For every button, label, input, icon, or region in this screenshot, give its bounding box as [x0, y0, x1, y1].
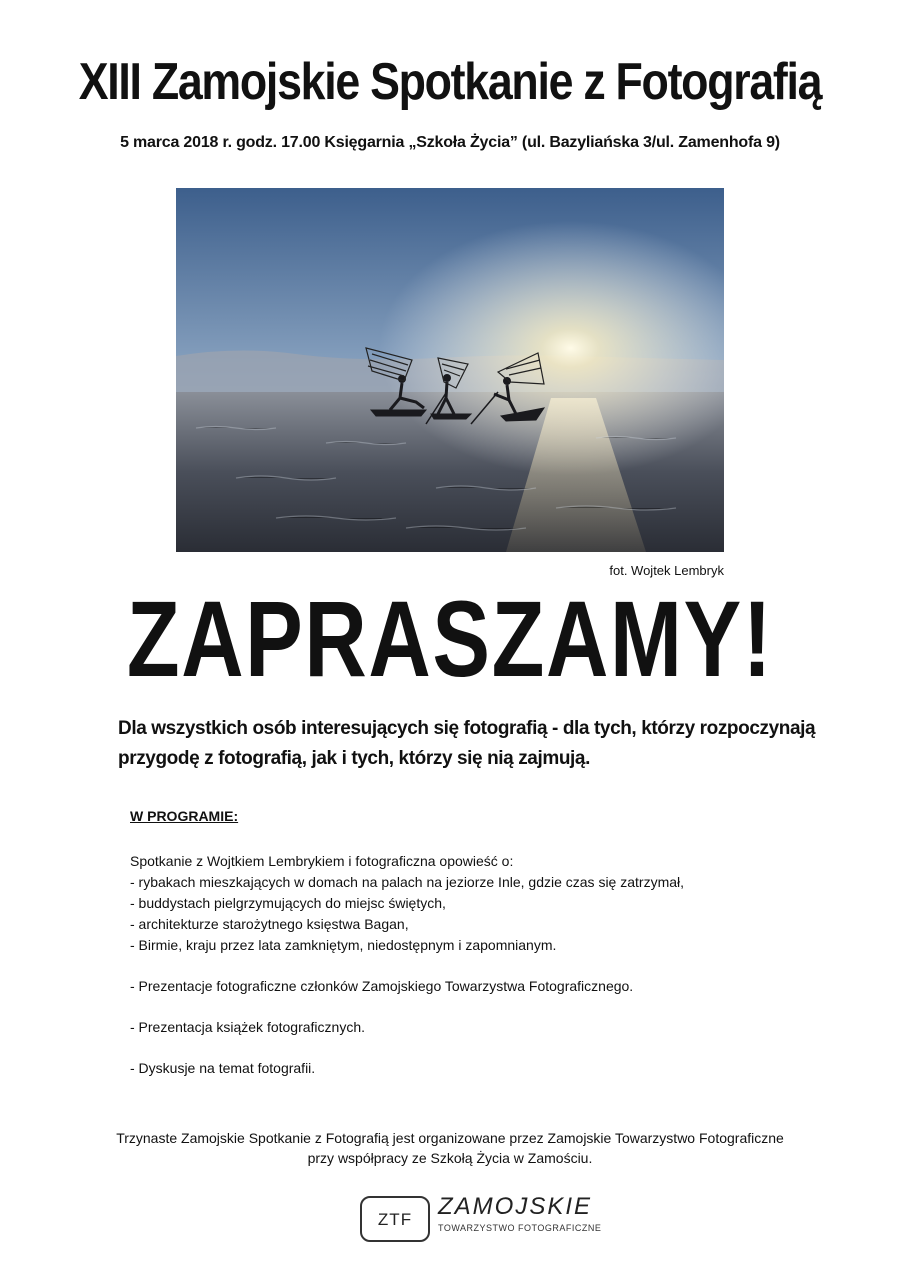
organizer-line-2: przy współpracy ze Szkołą Życia w Zamościu. [307, 1150, 593, 1166]
intro-line-1: Dla wszystkich osób interesujących się fotografią - dla tych, którzy rozpoczynają [118, 718, 816, 739]
list-item: - Prezentacja książek fotograficznych. [130, 1019, 365, 1035]
organizer-note [0, 1128, 900, 1168]
intro-text [118, 714, 818, 774]
logo-name: ZAMOJSKIE [438, 1193, 593, 1220]
logo-tagline: TOWARZYSTWO FOTOGRAFICZNE [438, 1223, 602, 1233]
photo-credit: fot. Wojtek Lembryk [609, 563, 724, 578]
program-topics [130, 872, 750, 956]
program-extras [130, 976, 750, 1079]
program-lead: Spotkanie z Wojtkiem Lembrykiem i fotograficzna opowieść o: [130, 853, 514, 869]
list-item: - Dyskusje na temat fotografii. [130, 1060, 316, 1076]
event-details: 5 marca 2018 r. godz. 17.00 Księgarnia „Szkoła Życia” (ul. Bazyliańska 3/ul. Zamenhofa 9) [120, 134, 780, 151]
list-item: - rybakach mieszkających w domach na palach na jeziorze Inle, gdzie czas się zatrzymał, [130, 874, 685, 890]
ztf-logo [360, 1193, 602, 1249]
list-item: - architekturze starożytnego księstwa Bagan, [130, 916, 409, 932]
program-section [130, 806, 750, 1079]
intro-line-2: przygodę z fotografią, jak i tych, którzy się nią zajmują. [118, 748, 590, 769]
list-item: - Birmie, kraju przez lata zamkniętym, niedostępnym i zapomnianym. [130, 937, 557, 953]
organizer-line-1: Trzynaste Zamojskie Spotkanie z Fotografią jest organizowane przez Zamojskie Towarzystwo Fotograficzne [116, 1130, 784, 1146]
lake-fishermen-photo [176, 188, 724, 552]
list-item: - buddystach pielgrzymujących do miejsc świętych, [130, 895, 446, 911]
program-heading: W PROGRAMIE: [130, 808, 239, 824]
logo-mark-text: ZTF [377, 1210, 413, 1229]
list-item: - Prezentacje fotograficzne członków Zamojskiego Towarzystwa Fotograficznego. [130, 978, 634, 994]
invite-headline: ZAPRASZAMY! [126, 578, 774, 699]
page-title: XIII Zamojskie Spotkanie z Fotografią [78, 53, 822, 111]
logo-mark [360, 1196, 430, 1242]
